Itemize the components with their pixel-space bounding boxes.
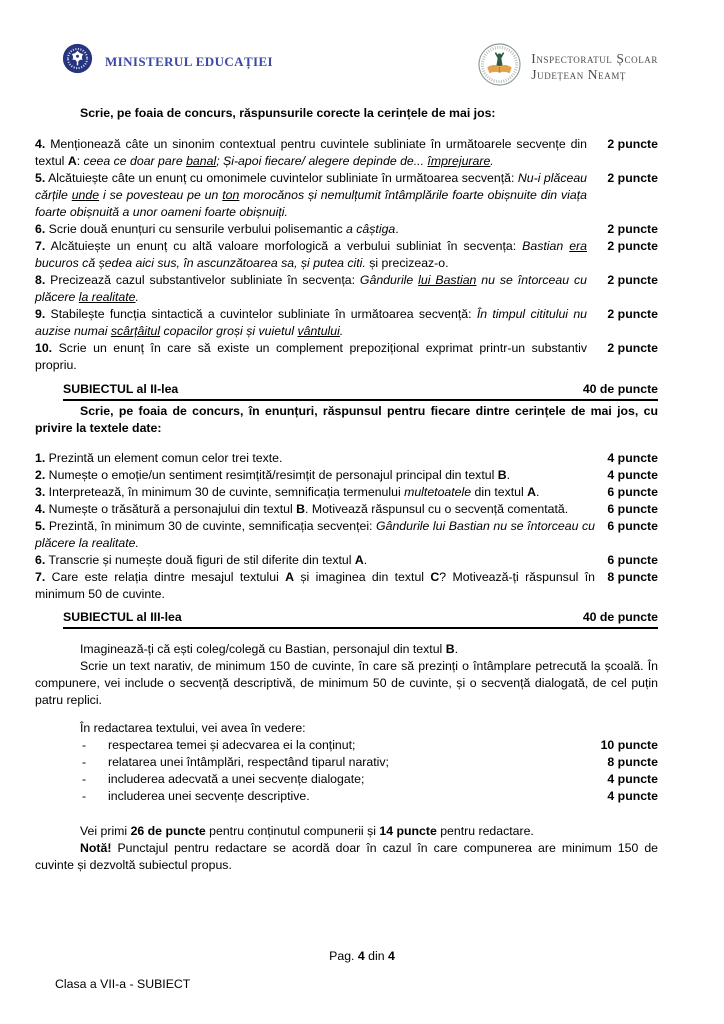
note-paragraph: Notă! Punctajul pentru redactare se acordă doar în cazul în care compunerea are minimum 150 de cuvinte și dezvoltă subiectul propus. [35, 841, 658, 872]
question-text: 2. Numește o emoție/un sentiment resimțită/resimțit de personajul principal din textul B. [35, 468, 511, 482]
question-text: 4. Menționează câte un sinonim contextual pentru cuvintele subliniate în următoarele secvențe din textul A: ceea ce doar pare banal; Și-apoi fiecare/ alegere depinde de... împrejurare. [35, 137, 587, 168]
subject2-heading: SUBIECTUL al II-lea [63, 382, 179, 396]
document-header [35, 43, 658, 95]
question-row [35, 569, 658, 603]
question-text: 4. Numește o trăsătură a personajului din textul B. Motivează răspunsul cu o secvență comentată. [35, 502, 569, 516]
question-row [35, 467, 658, 484]
subject2-instruction: Scrie, pe foaia de concurs, în enunțuri, răspunsul pentru fiecare dintre cerințele de mai jos, cu privire la textele date: [35, 404, 658, 435]
criteria-text: respectarea temei și adecvarea ei la conținut; [108, 738, 356, 752]
criteria-points: 4 puncte [607, 789, 658, 803]
criteria-points: 4 puncte [607, 772, 658, 786]
inspectorate-seal-icon [478, 43, 521, 91]
question-row [35, 484, 658, 501]
question-text: 3. Interpretează, în minimum 30 de cuvinte, semnificația termenului multetoatele din textul A. [35, 485, 540, 499]
question-text: 7. Alcătuiește un enunț cu altă valoare morfologică a verbului subliniat în secvența: Bastian era bucuros că ședea aici sus, în ascunzătoarea sa, și putea citi. și precizeaz-o. [35, 239, 587, 270]
inspectorate-name [531, 51, 658, 83]
points-label: 2 puncte [607, 137, 658, 151]
inspectorate-name-line1: Inspectoratul Școlar [531, 51, 658, 66]
points-label: 2 puncte [607, 239, 658, 253]
criteria-text: includerea unei secvențe descriptive. [108, 789, 310, 803]
subject2-heading-row [63, 381, 658, 401]
scoring-paragraph: Vei primi 26 de puncte pentru conținutul compunerii și 14 puncte pentru redactare. [80, 824, 534, 838]
page-number: Pag. 4 din 4 [329, 949, 395, 963]
subject3-heading-row [63, 609, 658, 629]
points-label: 6 puncte [607, 485, 658, 499]
question-row [35, 272, 658, 306]
points-label: 4 puncte [607, 468, 658, 482]
question-text: 6. Transcrie și numește două figuri de stil diferite din textul A. [35, 553, 368, 567]
subject1-instruction: Scrie, pe foaia de concurs, răspunsurile corecte la cerințele de mai jos: [80, 106, 496, 120]
criteria-intro: În redactarea textului, vei avea în vedere: [80, 721, 306, 735]
ministry-logo [62, 43, 273, 79]
question-text: 10. Scrie un enunț în care să existe un complement prepozițional exprimat printr-un substantiv propriu. [35, 341, 587, 372]
ministry-name: MINISTERUL EDUCAȚIEI [105, 53, 274, 69]
question-row [35, 501, 658, 518]
dash-bullet: - [82, 789, 87, 803]
criteria-points: 10 puncte [600, 738, 658, 752]
points-label: 2 puncte [607, 273, 658, 287]
criteria-row [82, 771, 658, 788]
question-text: 6. Scrie două enunțuri cu sensurile verbului polisemantic a câștiga. [35, 222, 399, 236]
criteria-row [82, 788, 658, 805]
question-text: 7. Care este relația dintre mesajul textului A și imaginea din textul C? Motivează-ți răspunsul în minimum 50 de cuvinte. [35, 570, 596, 601]
government-seal-icon [62, 43, 93, 79]
points-label: 6 puncte [607, 502, 658, 516]
points-label: 8 puncte [607, 570, 658, 584]
question-row [35, 340, 658, 374]
question-row [35, 136, 658, 170]
criteria-text: relatarea unei întâmplări, respectând tiparul narativ; [108, 755, 389, 769]
class-footer: Clasa a VII-a - SUBIECT [55, 977, 191, 991]
criteria-list [35, 737, 658, 805]
question-text: 9. Stabilește funcția sintactică a cuvintelor subliniate în următoarea secvență: În timpul cititului nu auzise numai scârțâitul copacilor groși și vuietul vântului. [35, 307, 587, 338]
question-row [35, 552, 658, 569]
inspectorate-name-line2: Județean Neamț [531, 67, 627, 82]
points-label: 4 puncte [607, 451, 658, 465]
question-row [35, 306, 658, 340]
points-label: 2 puncte [607, 222, 658, 236]
subject3-paragraph-2: Scrie un text narativ, de minimum 150 de cuvinte, în care să prezinți o întâmplare petrecută la școală. În compunere, vei include o secvență descriptivă, de minimum 50 de cuvinte, și o secvență dialogată, de cel puțin patru replici. [35, 659, 658, 707]
question-row [35, 238, 658, 272]
subject1-question-list [35, 136, 658, 374]
question-text: 5. Prezintă, în minimum 30 de cuvinte, semnificația secvenței: Gândurile lui Bastian nu se întorceau cu plăcere la realitate. [35, 519, 596, 550]
criteria-row [82, 754, 658, 771]
points-label: 6 puncte [607, 553, 658, 567]
points-label: 2 puncte [607, 171, 658, 185]
question-row [35, 450, 658, 467]
dash-bullet: - [82, 772, 87, 786]
points-label: 2 puncte [607, 341, 658, 355]
criteria-row [82, 737, 658, 754]
question-text: 8. Precizează cazul substantivelor subliniate în secvența: Gândurile lui Bastian nu se întorceau cu plăcere la realitate. [35, 273, 587, 304]
dash-bullet: - [82, 755, 87, 769]
subject2-question-list [35, 450, 658, 603]
question-row [35, 518, 658, 552]
question-row [35, 170, 658, 221]
inspectorate-logo [478, 43, 658, 91]
subject3-heading: SUBIECTUL al III-lea [63, 610, 182, 624]
question-text: 1. Prezintă un element comun celor trei texte. [35, 451, 283, 465]
criteria-text: includerea adecvată a unei secvențe dialogate; [108, 772, 365, 786]
subject2-points: 40 de puncte [582, 382, 658, 396]
dash-bullet: - [82, 738, 87, 752]
points-label: 6 puncte [607, 519, 658, 533]
question-row [35, 221, 658, 238]
criteria-points: 8 puncte [607, 755, 658, 769]
question-text: 5. Alcătuiește câte un enunț cu omonimele cuvintelor subliniate în următoarea secvență: Nu-i plăceau cărțile unde i se povesteau pe un ton morocănos și nemulțumit întâmplările foarte obișnuite din viața foarte obișnuită a unor oameni foarte obișnuiți. [35, 171, 588, 219]
subject3-paragraph-1: Imaginează-ți că ești coleg/colegă cu Bastian, personajul din textul B. [80, 642, 459, 656]
points-label: 2 puncte [607, 307, 658, 321]
subject3-points: 40 de puncte [582, 610, 658, 624]
